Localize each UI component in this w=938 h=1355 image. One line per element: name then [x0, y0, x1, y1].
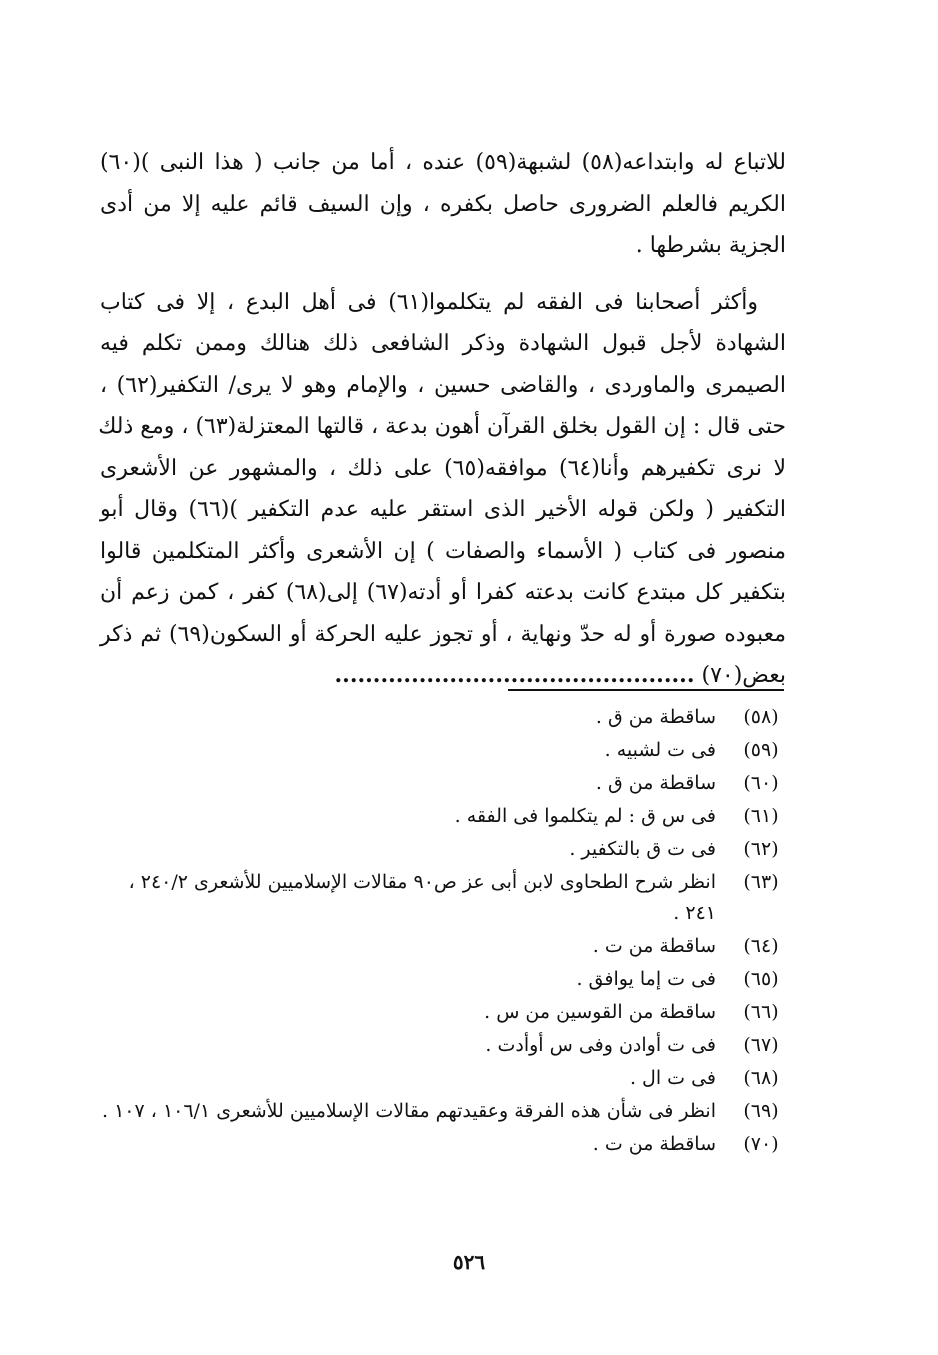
- text-line: الكريم فالعلم الضرورى حاصل بكفره ، وإن السيف قائم عليه إلا من أدى: [100, 191, 786, 217]
- footnote-number: (٧٠): [743, 1133, 779, 1155]
- text-line: معبوده صورة أو له حدّ ونهاية ، أو تجوز عليه الحركة أو السكون(٦٩) ثم ذكر: [100, 621, 786, 647]
- footnote-item: [100, 867, 786, 929]
- footnote-item: [100, 768, 786, 799]
- footnotes-list: [100, 702, 786, 1162]
- text-line: منصور فى كتاب ( الأسماء والصفات ) إن الأشعرى وأكثر المتكلمين قالوا: [100, 538, 786, 564]
- footnote-text: ساقطة من ت .: [592, 935, 716, 957]
- main-text: [100, 142, 786, 697]
- footnote-number: (٦٦): [743, 1001, 779, 1023]
- footnote-text: فى ت ق بالتكفير .: [569, 838, 716, 860]
- text-line: لا نرى تكفيرهم وأنا(٦٤) موافقه(٦٥) على ذلك ، والمشهور عن الأشعرى: [100, 455, 786, 481]
- footnote-text: فى ت لشبيه .: [604, 739, 716, 761]
- footnote-item: [100, 702, 786, 733]
- footnote-number: (٦٩): [743, 1100, 779, 1122]
- footnote-item: [100, 997, 786, 1028]
- footnote-text: انظر شرح الطحاوى لابن أبى عز ص٩٠ مقالات الإسلاميين للأشعرى ٢٤٠/٢ ، ٢٤١ .: [128, 871, 716, 924]
- text-line: وأكثر أصحابنا فى الفقه لم يتكلموا(٦١) فى أهل البدع ، إلا فى كتاب: [100, 289, 758, 315]
- footnote-number: (٦٥): [743, 968, 779, 990]
- footnote-text: ساقطة من ق .: [595, 706, 716, 728]
- footnote-text: فى ت إما يوافق .: [576, 968, 716, 990]
- footnote-number: (٦٤): [743, 935, 779, 957]
- footnote-number: (٥٨): [743, 706, 779, 728]
- footnote-number: (٦١): [743, 805, 779, 827]
- footnote-item: [100, 834, 786, 865]
- footnote-item: [100, 801, 786, 832]
- text-line: التكفير ( ولكن قوله الأخير الذى استقر عليه عدم التكفير )(٦٦) وقال أبو: [100, 497, 786, 522]
- footnote-text: فى ت ال .: [629, 1067, 716, 1089]
- text-line: الجزية بشرطها .: [635, 233, 786, 258]
- footnote-item: [100, 735, 786, 766]
- text-line: بتكفير كل مبتدع كانت بدعته كفرا أو أدته(٦٧) إلى(٦٨) كفر ، كمن زعم أن: [100, 580, 787, 605]
- footnote-text: فى ت أوادن وفى س أوأدت .: [485, 1034, 716, 1056]
- footnote-item: [100, 931, 786, 962]
- text-line: الصيمرى والماوردى ، والقاضى حسين ، والإمام وهو لا يرى/ التكفير(٦٢) ،: [100, 372, 786, 398]
- footnote-number: (٦٧): [743, 1034, 779, 1056]
- footnote-number: (٥٩): [743, 739, 779, 761]
- footnote-text: انظر فى شأن هذه الفرقة وعقيدتهم مقالات الإسلاميين للأشعرى ١٠٦/١ ، ١٠٧ .: [102, 1100, 716, 1122]
- footnote-item: [100, 1063, 786, 1094]
- footnote-separator: [508, 689, 784, 691]
- footnote-item: [100, 964, 786, 995]
- footnote-item: [100, 1096, 786, 1127]
- page-number: ٥٢٦: [452, 1250, 486, 1274]
- footnote-item: [100, 1129, 786, 1160]
- text-line: الشهادة لأجل قبول الشهادة وذكر الشافعى ذلك هنالك وممن تكلم فيه: [100, 331, 786, 356]
- text-line-final: بعض(٧٠): [701, 663, 786, 688]
- footnote-text: ساقطة من القوسين من س .: [484, 1001, 716, 1023]
- footnote-item: [100, 1030, 786, 1061]
- paragraph-gap: [100, 267, 786, 282]
- footnote-text: فى س ق : لم يتكلموا فى الفقه .: [454, 805, 716, 827]
- footnote-number: (٦٣): [743, 871, 779, 893]
- text-line: للاتباع له وابتداعه(٥٨) لشبهة(٥٩) عنده ، أما من جانب ( هذا النبى )(٦٠): [100, 150, 787, 175]
- footnote-number: (٦٢): [743, 838, 779, 860]
- text-line: حتى قال : إن القول بخلق القرآن أهون بدعة ، قالتها المعتزلة(٦٣) ، ومع ذلك: [98, 414, 786, 439]
- footnote-text: ساقطة من ت .: [592, 1133, 716, 1155]
- footnote-text: ساقطة من ق .: [595, 772, 716, 794]
- footnote-number: (٦٠): [743, 772, 779, 794]
- footnote-number: (٦٨): [743, 1067, 779, 1089]
- ellipsis-dots: ...............................................: [334, 662, 695, 688]
